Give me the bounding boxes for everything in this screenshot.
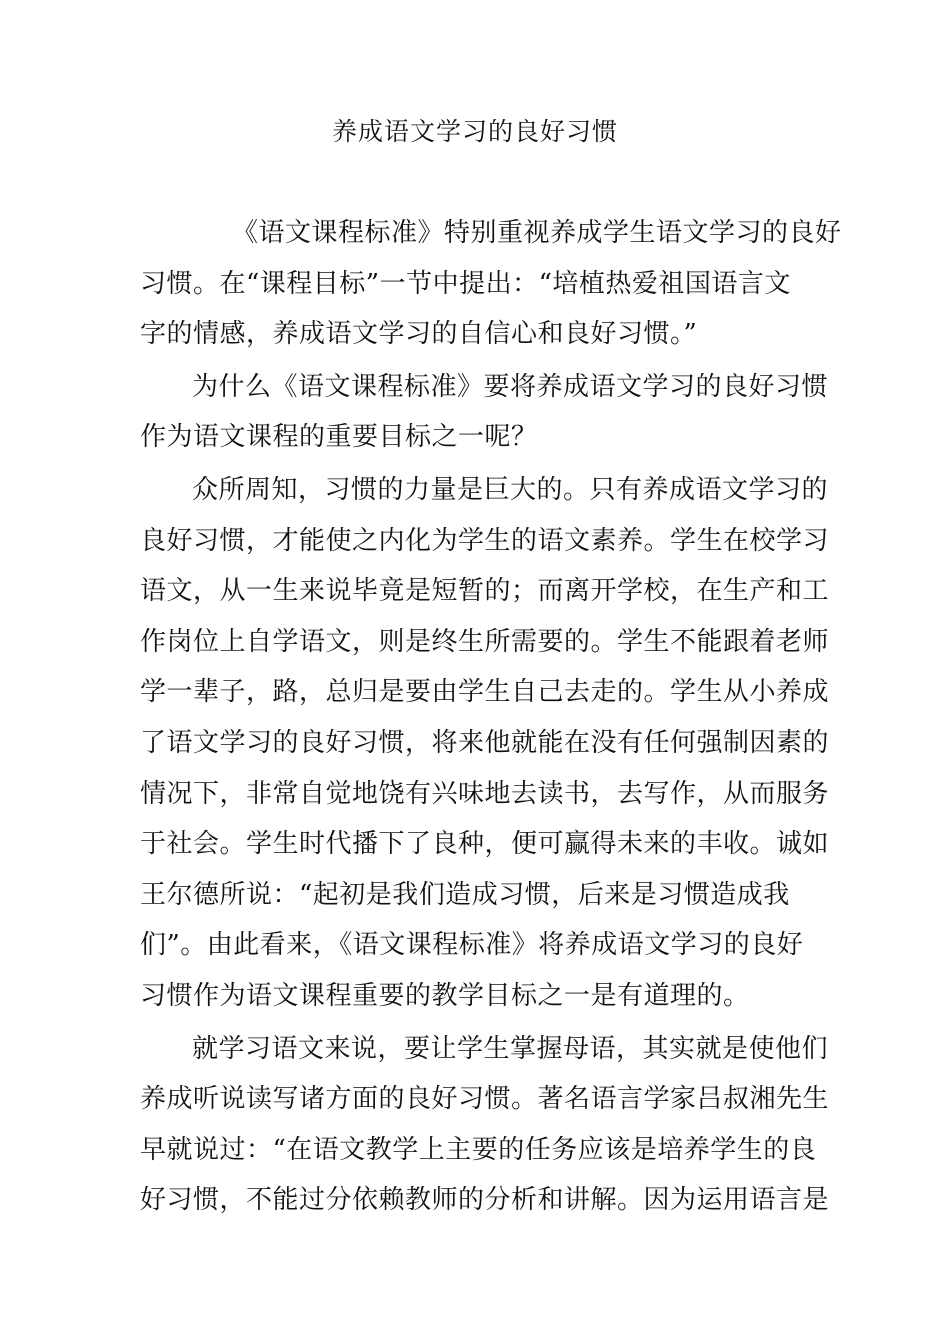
document-body <box>140 208 842 1226</box>
paragraph-3 <box>140 465 830 1022</box>
paragraph-line: 王尔德所说：“起初是我们造成习惯，后来是习惯造成我 <box>140 879 790 910</box>
paragraph-line: 作为语文课程的重要目标之一呢？ <box>140 422 538 453</box>
paragraph-line: 早就说过：“在语文教学上主要的任务应该是培养学生的良 <box>140 1134 817 1165</box>
paragraph-line: 了语文学习的良好习惯，将来他就能在没有任何强制因素的 <box>140 727 830 758</box>
paragraph-2 <box>140 362 830 463</box>
paragraph-4 <box>140 1024 830 1226</box>
paragraph-line: 为什么《语文课程标准》要将养成语文学习的良好习惯 <box>192 371 829 402</box>
paragraph-line: 字的情感，养成语文学习的自信心和良好习惯。” <box>140 319 698 350</box>
paragraph-1 <box>140 208 842 360</box>
paragraph-line: 作岗位上自学语文，则是终生所需要的。学生不能跟着老师 <box>140 626 830 657</box>
paragraph-line: 《语文课程标准》特别重视养成学生语文学习的良好 <box>232 218 842 248</box>
paragraph-line: 众所周知，习惯的力量是巨大的。只有养成语文学习的 <box>192 474 829 505</box>
paragraph-line: 好习惯，不能过分依赖教师的分析和讲解。因为运用语言是 <box>140 1185 830 1216</box>
paragraph-line: 习惯。在“课程目标”一节中提出：“培植热爱祖国语言文 <box>140 268 791 299</box>
paragraph-line: 情况下，非常自觉地饶有兴味地去读书，去写作，从而服务 <box>140 778 830 809</box>
paragraph-line: 于社会。学生时代播下了良种，便可赢得未来的丰收。诚如 <box>140 829 830 860</box>
paragraph-line: 习惯作为语文课程重要的教学目标之一是有道理的。 <box>140 980 750 1011</box>
paragraph-line: 们”。由此看来，《语文课程标准》将养成语文学习的良好 <box>140 930 804 961</box>
paragraph-line: 语文，从一生来说毕竟是短暂的；而离开学校，在生产和工 <box>140 576 830 607</box>
paragraph-line: 就学习语文来说，要让学生掌握母语，其实就是使他们 <box>192 1033 829 1064</box>
paragraph-line: 养成听说读写诸方面的良好习惯。著名语言学家吕叔湘先生 <box>140 1084 830 1115</box>
document-title: 养成语文学习的良好习惯 <box>331 117 618 146</box>
paragraph-line: 良好习惯，才能使之内化为学生的语文素养。学生在校学习 <box>140 525 830 556</box>
paragraph-line: 学一辈子，路，总归是要由学生自己去走的。学生从小养成 <box>140 677 830 708</box>
